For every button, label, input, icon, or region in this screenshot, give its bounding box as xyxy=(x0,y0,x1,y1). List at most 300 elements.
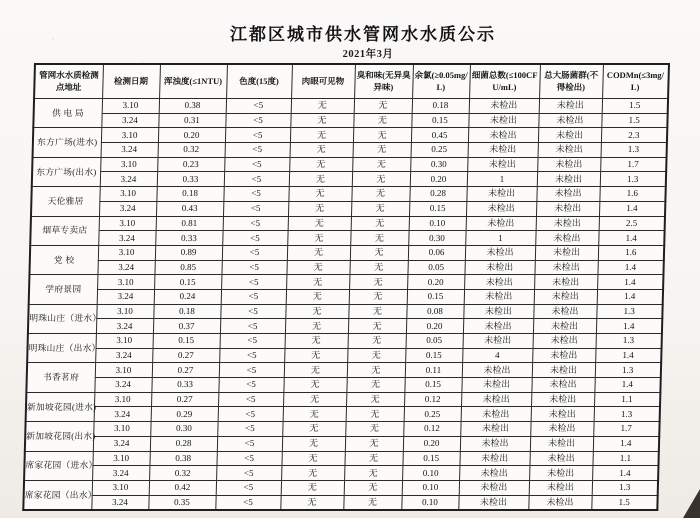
turbidity-cell: 0.43 xyxy=(156,201,223,216)
color-cell: <5 xyxy=(225,143,290,158)
coliform-cell: 未检出 xyxy=(536,216,599,231)
turbidity-cell: 0.81 xyxy=(156,216,223,231)
coliform-cell: 未检出 xyxy=(537,172,600,187)
table-row xyxy=(30,245,664,260)
odor-cell: 无 xyxy=(344,466,402,481)
table-row xyxy=(33,113,667,128)
site-name-cell: 新加坡花园(进水) xyxy=(26,392,95,421)
bacteria-count-cell: 未检出 xyxy=(460,436,530,451)
visible-matter-cell: 无 xyxy=(290,113,353,128)
visible-matter-cell: 无 xyxy=(285,319,348,334)
site-name-cell: 席家花园（进水） xyxy=(24,451,93,480)
turbidity-cell: 0.38 xyxy=(149,451,216,466)
color-cell: <5 xyxy=(222,245,287,260)
coliform-cell: 未检出 xyxy=(530,436,593,451)
date-cell: 3.24 xyxy=(100,172,157,187)
table-row xyxy=(28,319,662,334)
date-cell: 3.10 xyxy=(99,187,156,202)
odor-cell: 无 xyxy=(353,143,411,158)
visible-matter-cell: 无 xyxy=(284,363,347,378)
date-cell: 3.24 xyxy=(99,201,156,216)
visible-matter-cell: 无 xyxy=(281,466,344,481)
color-cell: <5 xyxy=(220,334,285,349)
bacteria-count-cell: 1 xyxy=(467,172,537,187)
site-name-cell: 学府景园 xyxy=(29,275,98,304)
column-header: 余氯(≥0.05mg/L) xyxy=(412,64,470,99)
bacteria-count-cell: 未检出 xyxy=(465,245,535,260)
visible-matter-cell: 无 xyxy=(285,304,348,319)
chlorine-cell: 0.15 xyxy=(404,378,461,393)
turbidity-cell: 0.42 xyxy=(149,480,216,495)
color-cell: <5 xyxy=(217,436,282,451)
odor-cell: 无 xyxy=(346,378,404,393)
color-cell: <5 xyxy=(223,187,288,202)
bacteria-count-cell: 未检出 xyxy=(466,216,536,231)
codmn-cell: 1.3 xyxy=(592,480,658,495)
visible-matter-cell: 无 xyxy=(285,334,348,349)
chlorine-cell: 0.20 xyxy=(403,436,460,451)
header-row xyxy=(34,64,669,99)
codmn-cell: 1.3 xyxy=(596,304,662,319)
date-cell: 3.10 xyxy=(96,304,153,319)
codmn-cell: 1.7 xyxy=(600,157,666,172)
bacteria-count-cell: 未检出 xyxy=(468,113,538,128)
odor-cell: 无 xyxy=(349,260,407,275)
site-name-cell: 天伦雅居 xyxy=(31,187,100,216)
chlorine-cell: 0.20 xyxy=(406,319,463,334)
codmn-cell: 1.5 xyxy=(601,113,667,128)
color-cell: <5 xyxy=(221,289,286,304)
bacteria-count-cell: 未检出 xyxy=(462,363,532,378)
table-row xyxy=(31,216,665,231)
chlorine-cell: 0.10 xyxy=(401,495,458,510)
codmn-cell: 1.5 xyxy=(591,495,657,510)
date-cell: 3.24 xyxy=(95,348,152,363)
codmn-cell: 1.4 xyxy=(592,466,658,481)
visible-matter-cell: 无 xyxy=(290,128,353,143)
visible-matter-cell: 无 xyxy=(283,407,346,422)
coliform-cell: 未检出 xyxy=(530,422,593,437)
date-cell: 3.10 xyxy=(99,216,156,231)
color-cell: <5 xyxy=(219,363,284,378)
visible-matter-cell: 无 xyxy=(291,99,354,114)
color-cell: <5 xyxy=(225,128,290,143)
bacteria-count-cell: 未检出 xyxy=(458,495,528,510)
color-cell: <5 xyxy=(221,260,286,275)
table-row xyxy=(31,201,665,216)
date-cell: 3.10 xyxy=(100,157,157,172)
turbidity-cell: 0.20 xyxy=(158,128,225,143)
column-header: 浑浊度(≤1NTU) xyxy=(159,64,227,99)
coliform-cell: 未检出 xyxy=(538,143,601,158)
odor-cell: 无 xyxy=(344,480,402,495)
codmn-cell: 1.4 xyxy=(597,289,663,304)
odor-cell: 无 xyxy=(347,363,405,378)
codmn-cell: 1.1 xyxy=(594,392,660,407)
turbidity-cell: 0.31 xyxy=(158,113,225,128)
visible-matter-cell: 无 xyxy=(280,495,343,510)
codmn-cell: 1.4 xyxy=(593,436,659,451)
chlorine-cell: 0.15 xyxy=(407,289,464,304)
coliform-cell: 未检出 xyxy=(536,201,599,216)
date-cell: 3.24 xyxy=(97,289,154,304)
coliform-cell: 未检出 xyxy=(532,363,595,378)
chlorine-cell: 0.10 xyxy=(409,216,466,231)
bacteria-count-cell: 未检出 xyxy=(466,201,536,216)
chlorine-cell: 0.10 xyxy=(402,466,459,481)
bacteria-count-cell: 未检出 xyxy=(459,451,529,466)
chlorine-cell: 0.28 xyxy=(409,187,466,202)
coliform-cell: 未检出 xyxy=(535,245,598,260)
coliform-cell: 未检出 xyxy=(534,289,597,304)
bacteria-count-cell: 1 xyxy=(465,231,535,246)
site-name-cell: 明珠山庄（进水） xyxy=(28,304,97,333)
turbidity-cell: 0.28 xyxy=(150,436,217,451)
turbidity-cell: 0.18 xyxy=(153,304,220,319)
column-header: 臭和味(无异臭异味) xyxy=(354,64,413,99)
table-row xyxy=(24,480,658,495)
visible-matter-cell: 无 xyxy=(283,378,346,393)
codmn-cell: 1.4 xyxy=(599,201,665,216)
date-cell: 3.24 xyxy=(94,407,151,422)
table-row xyxy=(32,157,666,172)
site-name-cell: 明珠山庄（出水） xyxy=(27,334,96,363)
coliform-cell: 未检出 xyxy=(529,466,592,481)
odor-cell: 无 xyxy=(348,334,406,349)
bacteria-count-cell: 未检出 xyxy=(461,378,531,393)
color-cell: <5 xyxy=(221,275,286,290)
color-cell: <5 xyxy=(224,157,289,172)
site-name-cell: 东方广场(进水) xyxy=(33,128,102,157)
table-row xyxy=(24,466,658,481)
bacteria-count-cell: 未检出 xyxy=(469,99,539,114)
column-header: 总大肠菌群(不得检出) xyxy=(539,64,603,99)
visible-matter-cell: 无 xyxy=(288,201,351,216)
coliform-cell: 未检出 xyxy=(536,187,599,202)
turbidity-cell: 0.33 xyxy=(151,378,218,393)
turbidity-cell: 0.38 xyxy=(159,99,226,114)
color-cell: <5 xyxy=(220,304,285,319)
codmn-cell: 1.4 xyxy=(598,231,664,246)
date-cell: 3.24 xyxy=(97,260,154,275)
bacteria-count-cell: 未检出 xyxy=(463,319,533,334)
coliform-cell: 未检出 xyxy=(531,378,594,393)
coliform-cell: 未检出 xyxy=(533,304,596,319)
bacteria-count-cell: 未检出 xyxy=(468,128,538,143)
odor-cell: 无 xyxy=(349,275,407,290)
turbidity-cell: 0.32 xyxy=(158,143,225,158)
color-cell: <5 xyxy=(216,466,281,481)
date-cell: 3.24 xyxy=(101,143,158,158)
table-row xyxy=(26,392,660,407)
chlorine-cell: 0.25 xyxy=(404,407,461,422)
table-row xyxy=(33,143,667,158)
date-cell: 3.10 xyxy=(97,275,154,290)
bacteria-count-cell: 4 xyxy=(462,348,532,363)
coliform-cell: 未检出 xyxy=(537,157,600,172)
color-cell: <5 xyxy=(222,231,287,246)
turbidity-cell: 0.30 xyxy=(150,422,217,437)
scan-corner-artifact xyxy=(683,489,700,518)
chlorine-cell: 0.45 xyxy=(411,128,468,143)
odor-cell: 无 xyxy=(353,113,411,128)
turbidity-cell: 0.29 xyxy=(151,407,218,422)
visible-matter-cell: 无 xyxy=(289,172,352,187)
table-row xyxy=(34,99,668,114)
odor-cell: 无 xyxy=(343,495,401,510)
visible-matter-cell: 无 xyxy=(281,451,344,466)
site-name-cell: 党 校 xyxy=(29,245,98,274)
chlorine-cell: 0.11 xyxy=(405,363,462,378)
table-row xyxy=(28,304,662,319)
table-row xyxy=(25,422,659,437)
odor-cell: 无 xyxy=(348,304,406,319)
turbidity-cell: 0.89 xyxy=(155,245,222,260)
chlorine-cell: 0.15 xyxy=(409,201,466,216)
odor-cell: 无 xyxy=(350,245,408,260)
odor-cell: 无 xyxy=(350,231,408,246)
bacteria-count-cell: 未检出 xyxy=(459,466,529,481)
bacteria-count-cell: 未检出 xyxy=(466,187,536,202)
table-row xyxy=(29,260,663,275)
turbidity-cell: 0.27 xyxy=(152,363,219,378)
date-cell: 3.10 xyxy=(94,392,151,407)
codmn-cell: 2.5 xyxy=(599,216,665,231)
table-row xyxy=(26,407,660,422)
coliform-cell: 未检出 xyxy=(532,348,595,363)
codmn-cell: 1.5 xyxy=(602,99,668,114)
chlorine-cell: 0.25 xyxy=(411,143,468,158)
chlorine-cell: 0.10 xyxy=(402,480,459,495)
date-cell: 3.24 xyxy=(96,319,153,334)
coliform-cell: 未检出 xyxy=(534,275,597,290)
bacteria-count-cell: 未检出 xyxy=(463,334,533,349)
table-row xyxy=(28,334,662,349)
coliform-cell: 未检出 xyxy=(531,407,594,422)
turbidity-cell: 0.27 xyxy=(151,392,218,407)
color-cell: <5 xyxy=(219,348,284,363)
column-header: 色度(15度) xyxy=(226,64,292,99)
turbidity-cell: 0.15 xyxy=(153,334,220,349)
odor-cell: 无 xyxy=(348,319,406,334)
odor-cell: 无 xyxy=(344,451,402,466)
document-title: 江都区城市供水管网水水质公示 xyxy=(230,25,496,44)
chlorine-cell: 0.12 xyxy=(404,392,461,407)
codmn-cell: 1.4 xyxy=(595,348,661,363)
paper-texture xyxy=(0,0,2,2)
bacteria-count-cell: 未检出 xyxy=(464,289,534,304)
odor-cell: 无 xyxy=(349,289,407,304)
table-header xyxy=(34,64,669,99)
bacteria-count-cell: 未检出 xyxy=(459,480,529,495)
chlorine-cell: 0.30 xyxy=(408,231,465,246)
turbidity-cell: 0.15 xyxy=(154,275,221,290)
date-cell: 3.10 xyxy=(98,245,155,260)
visible-matter-cell: 无 xyxy=(282,436,345,451)
coliform-cell: 未检出 xyxy=(535,231,598,246)
turbidity-cell: 0.33 xyxy=(157,172,224,187)
odor-cell: 无 xyxy=(346,392,404,407)
turbidity-cell: 0.33 xyxy=(155,231,222,246)
chlorine-cell: 0.05 xyxy=(406,334,463,349)
date-cell: 3.10 xyxy=(95,363,152,378)
odor-cell: 无 xyxy=(354,99,412,114)
chlorine-cell: 0.20 xyxy=(407,275,464,290)
date-cell: 3.24 xyxy=(92,466,149,481)
codmn-cell: 1.4 xyxy=(597,275,663,290)
table-body xyxy=(23,99,668,511)
date-cell: 3.24 xyxy=(93,436,150,451)
document-subtitle: 2021年3月 xyxy=(342,49,394,60)
column-header: 管网水水质检测点地址 xyxy=(34,64,103,99)
table-row xyxy=(27,363,661,378)
turbidity-cell: 0.35 xyxy=(148,495,215,510)
table-row xyxy=(33,128,667,143)
water-quality-table xyxy=(22,63,670,511)
color-cell: <5 xyxy=(225,113,290,128)
site-name-cell: 烟草专卖店 xyxy=(30,216,99,245)
date-cell: 3.24 xyxy=(94,378,151,393)
bacteria-count-cell: 未检出 xyxy=(461,407,531,422)
chlorine-cell: 0.06 xyxy=(408,245,465,260)
codmn-cell: 2.3 xyxy=(601,128,667,143)
color-cell: <5 xyxy=(223,216,288,231)
site-name-cell: 席家花园（出水） xyxy=(23,480,92,510)
visible-matter-cell: 无 xyxy=(286,275,349,290)
table-row xyxy=(32,172,666,187)
date-cell: 3.10 xyxy=(101,128,158,143)
visible-matter-cell: 无 xyxy=(287,231,350,246)
coliform-cell: 未检出 xyxy=(538,128,601,143)
turbidity-cell: 0.37 xyxy=(153,319,220,334)
odor-cell: 无 xyxy=(353,128,411,143)
chlorine-cell: 0.20 xyxy=(410,172,467,187)
coliform-cell: 未检出 xyxy=(531,392,594,407)
column-header: 细菌总数(≤100CFU/mL) xyxy=(469,64,540,99)
date-cell: 3.24 xyxy=(91,495,148,510)
visible-matter-cell: 无 xyxy=(289,157,352,172)
color-cell: <5 xyxy=(220,319,285,334)
color-cell: <5 xyxy=(217,422,282,437)
site-name-cell: 供 电 局 xyxy=(33,99,102,128)
codmn-cell: 1.3 xyxy=(601,143,667,158)
chlorine-cell: 0.15 xyxy=(402,451,459,466)
coliform-cell: 未检出 xyxy=(529,451,592,466)
odor-cell: 无 xyxy=(351,216,409,231)
column-header: CODMn(≤3mg/L) xyxy=(602,64,669,99)
date-cell: 3.10 xyxy=(92,451,149,466)
coliform-cell: 未检出 xyxy=(539,99,602,114)
codmn-cell: 1.3 xyxy=(594,407,660,422)
chlorine-cell: 0.12 xyxy=(403,422,460,437)
turbidity-cell: 0.23 xyxy=(157,157,224,172)
date-cell: 3.10 xyxy=(96,334,153,349)
visible-matter-cell: 无 xyxy=(286,260,349,275)
odor-cell: 无 xyxy=(351,187,409,202)
color-cell: <5 xyxy=(223,201,288,216)
color-cell: <5 xyxy=(218,407,283,422)
codmn-cell: 1.1 xyxy=(592,451,658,466)
color-cell: <5 xyxy=(218,378,283,393)
chlorine-cell: 0.18 xyxy=(412,99,469,114)
table-row xyxy=(29,275,663,290)
chlorine-cell: 0.05 xyxy=(407,260,464,275)
bacteria-count-cell: 未检出 xyxy=(460,422,530,437)
column-header: 检测日期 xyxy=(102,64,160,99)
turbidity-cell: 0.27 xyxy=(152,348,219,363)
table-row xyxy=(27,348,661,363)
color-cell: <5 xyxy=(218,392,283,407)
bacteria-count-cell: 未检出 xyxy=(468,143,538,158)
chlorine-cell: 0.15 xyxy=(411,113,468,128)
table-row xyxy=(25,436,659,451)
odor-cell: 无 xyxy=(352,157,410,172)
turbidity-cell: 0.32 xyxy=(149,466,216,481)
codmn-cell: 1.3 xyxy=(595,363,661,378)
visible-matter-cell: 无 xyxy=(288,187,351,202)
table-row xyxy=(26,378,660,393)
chlorine-cell: 0.08 xyxy=(406,304,463,319)
table-row xyxy=(29,289,663,304)
chlorine-cell: 0.15 xyxy=(405,348,462,363)
codmn-cell: 1.4 xyxy=(596,319,662,334)
coliform-cell: 未检出 xyxy=(534,260,597,275)
date-cell: 3.24 xyxy=(98,231,155,246)
color-cell: <5 xyxy=(226,99,291,114)
table-row xyxy=(31,187,665,202)
bacteria-count-cell: 未检出 xyxy=(461,392,531,407)
odor-cell: 无 xyxy=(347,348,405,363)
color-cell: <5 xyxy=(215,495,280,510)
bacteria-count-cell: 未检出 xyxy=(464,275,534,290)
bacteria-count-cell: 未检出 xyxy=(463,304,533,319)
date-cell: 3.10 xyxy=(102,99,159,114)
visible-matter-cell: 无 xyxy=(282,422,345,437)
visible-matter-cell: 无 xyxy=(287,245,350,260)
site-name-cell: 书香茗府 xyxy=(26,363,95,392)
visible-matter-cell: 无 xyxy=(284,348,347,363)
color-cell: <5 xyxy=(224,172,289,187)
date-cell: 3.10 xyxy=(93,422,150,437)
visible-matter-cell: 无 xyxy=(288,216,351,231)
turbidity-cell: 0.24 xyxy=(154,289,221,304)
column-header: 肉眼可见物 xyxy=(291,64,355,99)
codmn-cell: 1.4 xyxy=(597,260,663,275)
visible-matter-cell: 无 xyxy=(283,392,346,407)
odor-cell: 无 xyxy=(345,422,403,437)
visible-matter-cell: 无 xyxy=(286,289,349,304)
turbidity-cell: 0.18 xyxy=(156,187,223,202)
codmn-cell: 1.6 xyxy=(599,187,665,202)
coliform-cell: 未检出 xyxy=(533,319,596,334)
date-cell: 3.10 xyxy=(92,480,149,495)
turbidity-cell: 0.85 xyxy=(154,260,221,275)
table-row xyxy=(24,451,658,466)
site-name-cell: 东方广场(出水) xyxy=(32,157,101,186)
coliform-cell: 未检出 xyxy=(529,480,592,495)
bacteria-count-cell: 未检出 xyxy=(464,260,534,275)
bacteria-count-cell: 未检出 xyxy=(467,157,537,172)
odor-cell: 无 xyxy=(345,436,403,451)
coliform-cell: 未检出 xyxy=(533,334,596,349)
site-name-cell: 新加坡花园(出水) xyxy=(25,422,94,451)
codmn-cell: 1.3 xyxy=(596,334,662,349)
odor-cell: 无 xyxy=(346,407,404,422)
codmn-cell: 1.7 xyxy=(593,422,659,437)
date-cell: 3.24 xyxy=(101,113,158,128)
odor-cell: 无 xyxy=(352,172,410,187)
table-row xyxy=(23,495,657,510)
